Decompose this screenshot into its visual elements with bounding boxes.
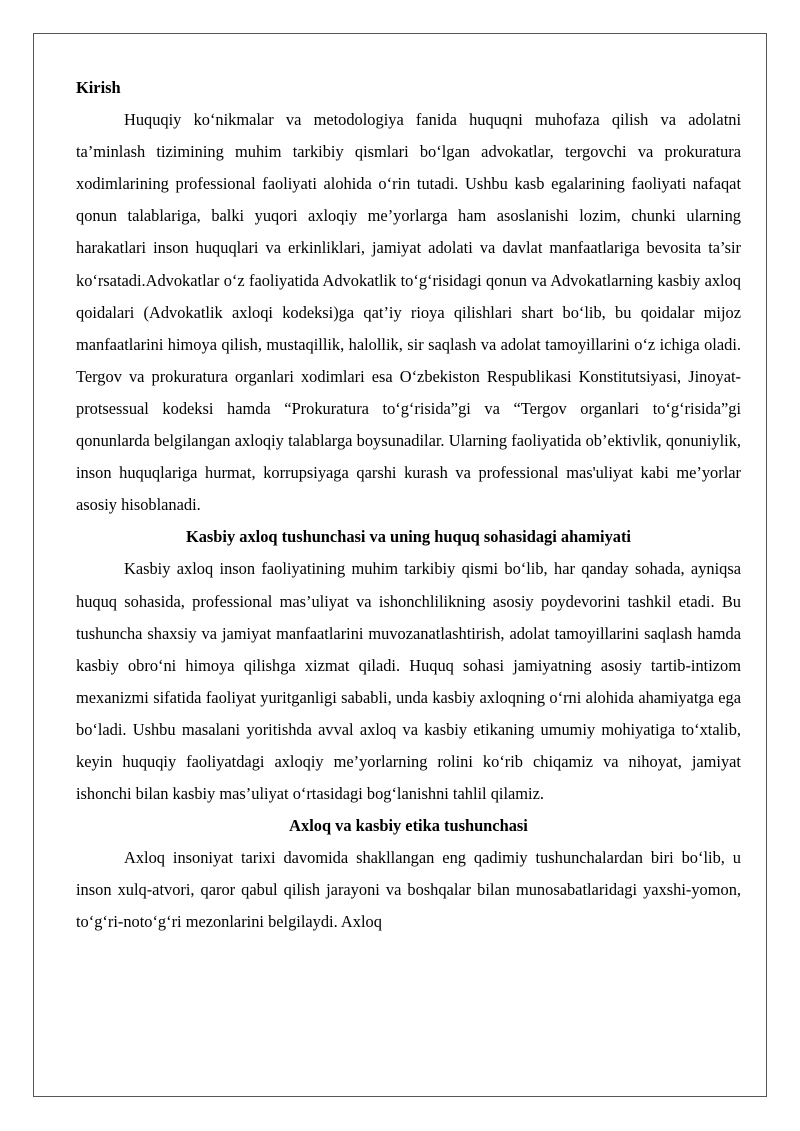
section-heading-axloq-etika: Axloq va kasbiy etika tushunchasi — [289, 816, 528, 836]
section-heading-kirish: Kirish — [76, 78, 121, 97]
section-heading-kasbiy-axloq: Kasbiy axloq tushunchasi va uning huquq sohasidagi ahamiyati — [185, 527, 631, 547]
document-body — [76, 72, 741, 939]
paragraph-kirish: Huquqiy ko‘nikmalar va metodologiya fanida huquqni muhofaza qilish va adolatni ta’minlash tizimining muhim tarkibiy qismlari bo‘lgan advokatlar, tergovchi va prokuratura xodimlarining professional faoliyati alohida o‘rin tutadi. Ushbu kasb egalarining faoliyati nafaqat qonun talablariga, balki yuqori axloqiy me’yorlarga ham asoslanishi lozim, chunki ularning harakatlari inson huquqlari va erkinliklari, jamiyat adolati va davlat manfaatlariga bevosita ta’sir ko‘rsatadi.Advokatlar o‘z faoliyatida Advokatlik to‘g‘risidagi qonun va Advokatlarning kasbiy axloq qoidalari (Advokatlik axloqi kodeksi)ga qat’iy rioya qilishlari shart bo‘lib, bu qoidalar mijoz manfaatlarini himoya qilish, mustaqillik, halollik, sir saqlash va adolat tamoyillarini o‘z ichiga oladi. Tergov va prokuratura organlari xodimlari esa O‘zbekiston Respublikasi Konstitutsiyasi, Jinoyat-protsessual kodeksi hamda “Prokuratura to‘g‘risida”gi va “Tergov organlari to‘g‘risida”gi qonunlarda belgilangan axloqiy talablarga boysunadilar. Ularning faoliyatida ob’ektivlik, qonuniylik, inson huquqlariga hurmat, korrupsiyaga qarshi kurash va professional mas'uliyat kabi me’yorlar asosiy hisoblanadi. — [76, 110, 741, 515]
paragraph-kasbiy-axloq: Kasbiy axloq inson faoliyatining muhim tarkibiy qismi bo‘lib, har qanday sohada, ayniqsa huquq sohasida, professional mas’uliyat va ishonchlilikning asosiy poydevorini tashkil etadi. Bu tushuncha shaxsiy va jamiyat manfaatlarini muvozanatlashtirish, adolat tamoyillarini saqlash hamda kasbiy obro‘ni himoya qilishga xizmat qiladi. Huquq sohasi jamiyatning asosiy tartib-intizom mexanizmi sifatida faoliyat yuritganligi sababli, unda kasbiy axloqning o‘rni alohida ahamiyatga ega bo‘ladi. Ushbu masalani yoritishda avval axloq va kasbiy etikaning umumiy mohiyatiga to‘xtalib, keyin huquqiy faoliyatdagi axloqiy me’yorlarning rolini ko‘rib chiqamiz va nihoyat, jamiyat ishonchi bilan kasbiy mas’uliyat o‘rtasidagi bog‘lanishni tahlil qilamiz. — [76, 559, 741, 804]
paragraph-axloq-etika: Axloq insoniyat tarixi davomida shakllangan eng qadimiy tushunchalardan biri bo‘lib, u inson xulq-atvori, qaror qabul qilish jarayoni va boshqalar bilan munosabatlaridagi yaxshi-yomon, to‘g‘ri-noto‘g‘ri mezonlarini belgilaydi. Axloq — [76, 848, 741, 932]
